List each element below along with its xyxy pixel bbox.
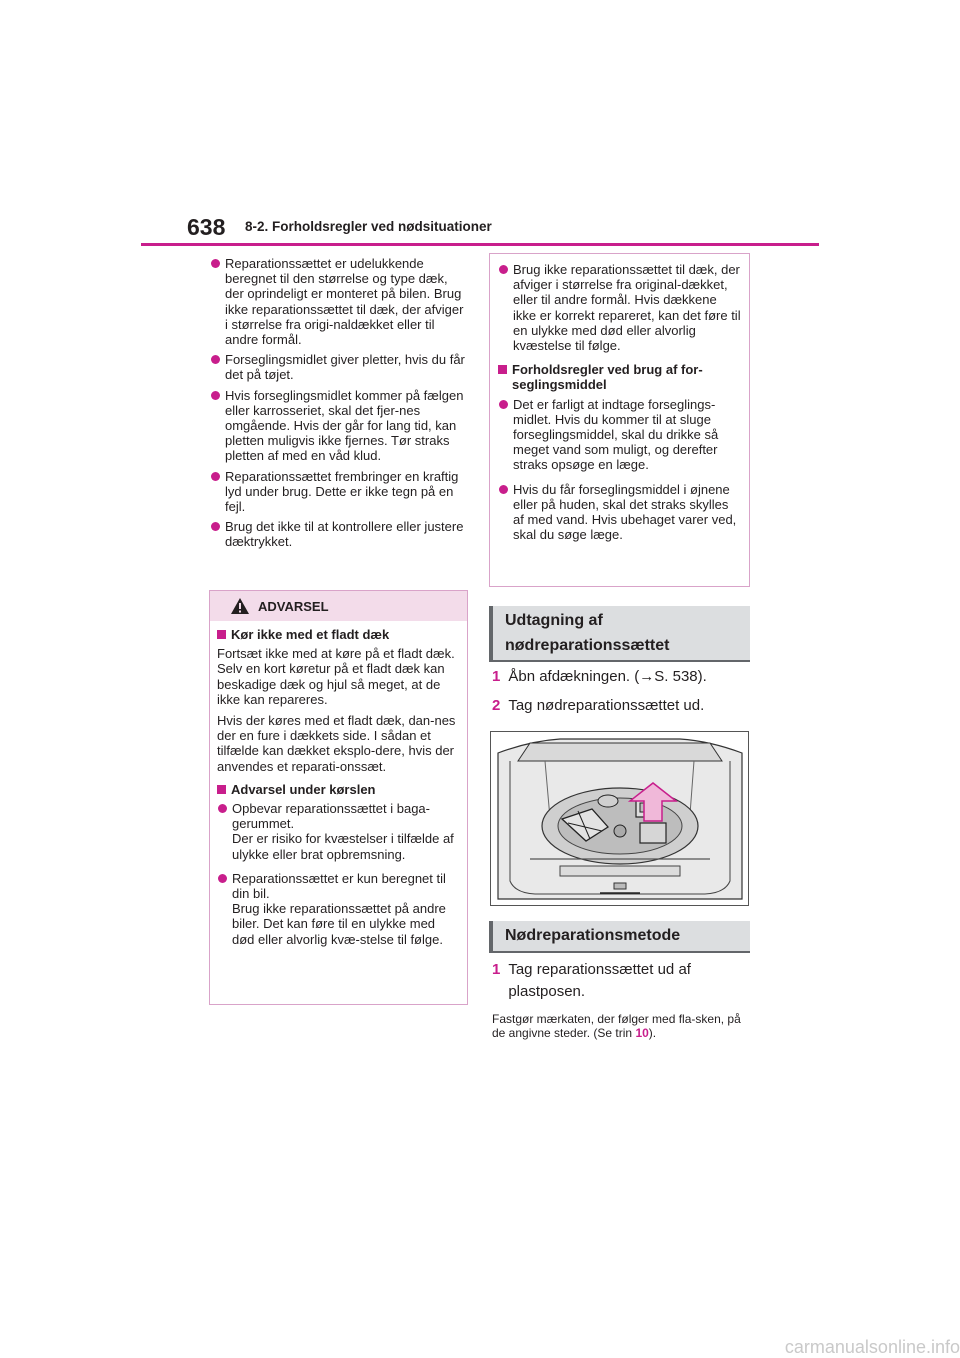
bullet-icon — [218, 874, 227, 883]
bullet-icon — [211, 355, 220, 364]
warning-header — [210, 591, 467, 621]
square-bullet-icon — [217, 785, 226, 794]
warning-subheading: Forholdsregler ved brug af for-seglingsmiddel — [498, 362, 741, 392]
watermark: carmanualsonline.info — [784, 1337, 960, 1357]
list-item: Reparationssættet frembringer en kraftig lyd under brug. Dette er ikke tegn på en fejl. — [210, 469, 468, 515]
list-item: Hvis du får forseglingsmiddel i øjnene eller på huden, skal det straks skylles af med vand. Hvis ubehaget varer ved, skal du søge læge. — [498, 482, 741, 543]
page-number: 638 — [187, 214, 226, 240]
warning-box-continued — [489, 253, 750, 587]
step-item: 1 Tag reparationssættet ud af plastposen. — [492, 961, 691, 1000]
bullet-icon — [499, 265, 508, 274]
note-paragraph: Fastgør mærkaten, der følger med fla-sken, på de angivne steder. (Se trin 10). — [492, 1012, 741, 1040]
section-heading: Nødreparationsmetode — [489, 921, 750, 953]
square-bullet-icon — [217, 630, 226, 639]
list-item: Reparationssættet er udelukkende beregnet til den størrelse og type dæk, der oprindeligt er monteret på bilen. Brug ikke reparationssættet til dæk, der afviger i størrelse fra origi-naldækket eller til andre formål. — [210, 256, 468, 347]
section-heading: Udtagning af nødreparationssættet — [489, 606, 750, 662]
warning-title: ADVARSEL — [258, 599, 329, 614]
bullet-icon — [211, 472, 220, 481]
bullet-icon — [499, 400, 508, 409]
step-item: 2 Tag nødreparationssættet ud. — [492, 697, 705, 714]
warning-subheading: Advarsel under kørslen — [217, 782, 459, 797]
header-rule — [141, 243, 819, 246]
list-item: Forseglingsmidlet giver pletter, hvis du får det på tøjet. — [210, 352, 468, 382]
left-bullet-list — [210, 256, 468, 555]
bullet-icon — [211, 391, 220, 400]
list-item: Reparationssættet er kun beregnet til din bil. Brug ikke reparationssættet på andre biler. Det kan føre til en ulykke med død eller alvorlig kvæ-stelse til følge. — [217, 871, 459, 947]
warning-triangle-icon — [230, 597, 250, 615]
list-item: Hvis forseglingsmidlet kommer på fælgen eller karrosseriet, skal det fjer-nes omgående. Hvis der går for lang tid, kan pletten muligvis ikke fjernes. Tør straks pletten af med en våd klud. — [210, 388, 468, 464]
list-item: Brug ikke reparationssættet til dæk, der afviger i størrelse fra original-dækket, eller til andre formål. Hvis dækkene ikke er korrekt repareret, kan det føre til en ulykke med død eller alvorlig kvæstelse til følge. — [498, 262, 741, 353]
warning-paragraph: Fortsæt ikke med at køre på et fladt dæk. Selv en kort køretur på et fladt dæk kan beskadige dæk og hjul så meget, at de ikke kan repareres. — [217, 646, 455, 707]
square-bullet-icon — [498, 365, 507, 374]
bullet-icon — [211, 522, 220, 531]
warning-box — [209, 590, 468, 1005]
step-item: 1 Åbn afdækningen. (→S. 538). — [492, 668, 707, 685]
page-reference-link[interactable]: S. 538). — [654, 668, 707, 685]
section-title: 8-2. Forholdsregler ved nødsituationer — [245, 219, 492, 234]
warning-paragraph: Hvis der køres med et fladt dæk, dan-nes der en fure i dækkets side. I sådan et tilfælde kan dækket eksplo-dere, hvis der anvendes et reparati-onssæt. — [217, 713, 456, 774]
list-item: Det er farligt at indtage forseglings-midlet. Hvis du kommer til at sluge forseglingsmiddel, skal du drikke så meget vand som muligt, og derefter straks opsøge en læge. — [498, 397, 741, 473]
warning-subheading: Kør ikke med et fladt dæk — [217, 627, 459, 642]
list-item: Brug det ikke til at kontrollere eller justere dæktrykket. — [210, 519, 468, 549]
list-item: Opbevar reparationssættet i baga-gerummet. Der er risiko for kvæstelser i tilfælde af ulykke eller brat opbremsning. — [217, 801, 459, 862]
bullet-icon — [218, 804, 227, 813]
trunk-repair-kit-illustration — [490, 731, 749, 906]
bullet-icon — [499, 485, 508, 494]
bullet-icon — [211, 259, 220, 268]
arrow-right-icon: → — [639, 668, 655, 685]
